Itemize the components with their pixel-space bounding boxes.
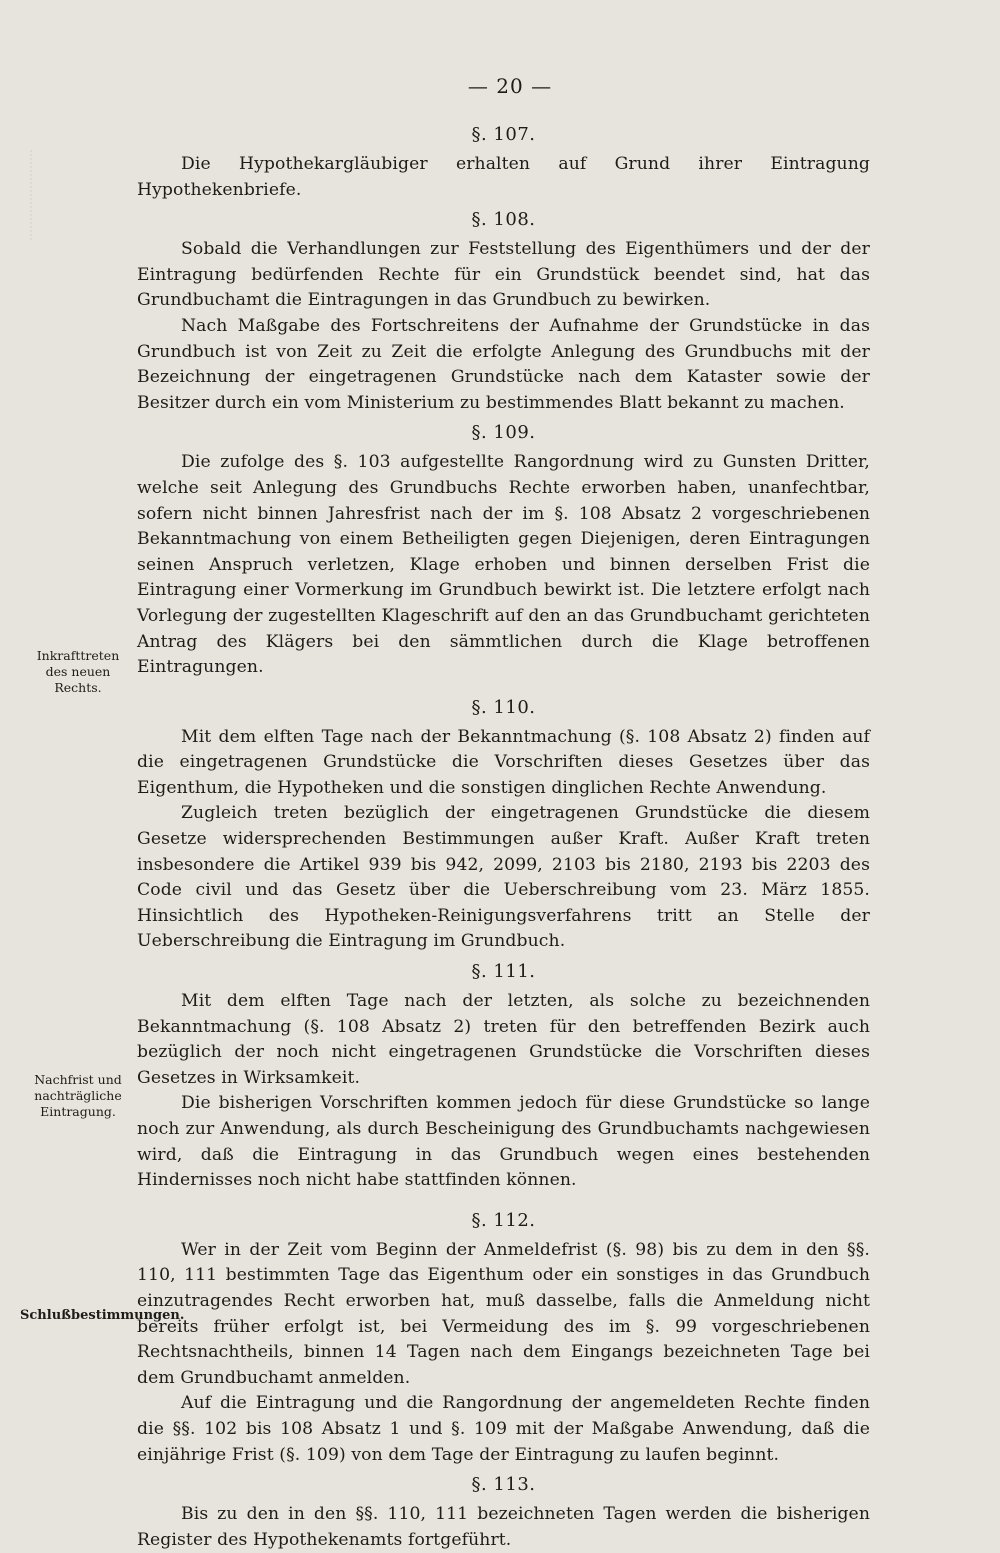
section-heading-112: §. 112. [471,1209,536,1231]
paragraph-109-1: Die zufolge des §. 103 aufgestellte Rangordnung wird zu Gunsten Dritter, welche seit Anlegung des Grundbuchs Rechte erworben haben, unanfechtbar, sofern nicht binnen Jahresfrist nach der im §. 108 Absatz 2 vorgeschriebenen Bekanntmachung von einem Betheiligten gegen Diejenigen, deren Eintragungen seinen Anspruch verletzen, Klage erhoben und binnen derselben Frist die Eintragung einer Vormerkung im Grundbuch bewirkt ist. Die letztere erfolgt nach Vorlegung der zugestellten Klageschrift auf den an das Grundbuchamt gerichteten Antrag des Klägers bei den sämmtlichen durch die Klage betroffenen Eintragungen. [137,452,870,678]
paragraph-113-1: Bis zu den in den §§. 110, 111 bezeichneten Tagen werden die bisherigen Register des Hypothekenamts fortgeführt. [137,1504,870,1550]
paragraph-107-1: Die Hypothekargläubiger erhalten auf Grund ihrer Eintragung Hypothekenbriefe. [137,154,870,200]
paragraph-110-2: Zugleich treten bezüglich der eingetragenen Grundstücke die diesem Gesetze widersprechenden Bestimmungen außer Kraft. Außer Kraft treten insbesondere die Artikel 939 bis 942, 2099, 2103 bis 2180, 2193 bis 2203 des Code civil und das Gesetz über die Ueberschreibung vom 23. März 1855. Hinsichtlich des Hypotheken-Reinigungsverfahrens tritt an Stelle der Ueberschreibung die Eintragung im Grundbuch. [137,803,870,952]
margin-note-nachfrist: Nachfrist und nachträgliche Eintragung. [34,1072,122,1119]
section-heading-109: §. 109. [471,422,536,444]
paragraph-108-1: Sobald die Verhandlungen zur Feststellung des Eigenthümers und der der Eintragung bedürfenden Rechte für ein Grundstück beendet sind, hat das Grundbuchamt die Eintragungen in das Grundbuch zu bewirken. [137,239,870,311]
paragraph-108-2: Nach Maßgabe des Fortschreitens der Aufnahme der Grundstücke in das Grundbuch ist von Zeit zu Zeit die erfolgte Anlegung des Grundbuchs mit der Bezeichnung der eingetragenen Grundstücke nach dem Kataster sowie der Besitzer durch ein vom Ministerium zu bestimmendes Blatt bekannt zu machen. [137,315,870,413]
margin-note-schlussbestimmungen: Schlußbestimmungen. [20,1308,185,1323]
section-heading-111: §. 111. [471,961,536,983]
section-heading-113: §. 113. [471,1474,536,1496]
page-number: — 20 — [467,74,553,98]
paragraph-111-1: Mit dem elften Tage nach der letzten, als solche zu bezeichnenden Bekanntmachung (§. 108 Absatz 2) treten für den betreffenden Bezirk auch bezüglich der noch nicht eingetragenen Grundstücke die Vorschriften dieses Gesetzes in Wirksamkeit. [137,991,870,1088]
margin-note-inkrafttreten: Inkrafttreten des neuen Rechts. [36,648,120,695]
main-text-column [137,118,870,1553]
paragraph-111-2: Die bisherigen Vorschriften kommen jedoch für diese Grundstücke so lange noch zur Anwendung, als durch Bescheinigung des Grundbuchamts nachgewiesen wird, daß die Eintragung in das Grundbuch wegen eines bestehenden Hindernisses noch nicht habe stattfinden können. [137,1093,870,1191]
paragraph-112-2: Auf die Eintragung und die Rangordnung der angemeldeten Rechte finden die §§. 102 bis 108 Absatz 1 und §. 109 mit der Maßgabe Anwendung, daß die einjährige Frist (§. 109) von dem Tage der Eintragung zu laufen beginnt. [137,1393,870,1465]
section-heading-110: §. 110. [471,696,536,718]
section-heading-108: §. 108. [471,209,536,231]
paragraph-110-1: Mit dem elften Tage nach der Bekanntmachung (§. 108 Absatz 2) finden auf die eingetragenen Grundstücke die Vorschriften dieses Gesetzes über das Eigenthum, die Hypotheken und die sonstigen dinglichen Rechte Anwendung. [137,726,870,798]
bleed-through-mark [30,150,122,240]
paragraph-112-1: Wer in der Zeit vom Beginn der Anmeldefrist (§. 98) bis zu dem in den §§. 110, 111 bestimmten Tage das Eigenthum oder ein sonstiges in das Grundbuch einzutragendes Recht erworben hat, muß dasselbe, falls die Anmeldung nicht bereits früher erfolgt ist, bei Vermeidung des im §. 99 vorgeschriebenen Rechtsnachtheils, binnen 14 Tagen nach dem Eingangs bezeichneten Tage bei dem Grundbuchamt anmelden. [137,1239,870,1388]
section-heading-107: §. 107. [471,124,536,145]
